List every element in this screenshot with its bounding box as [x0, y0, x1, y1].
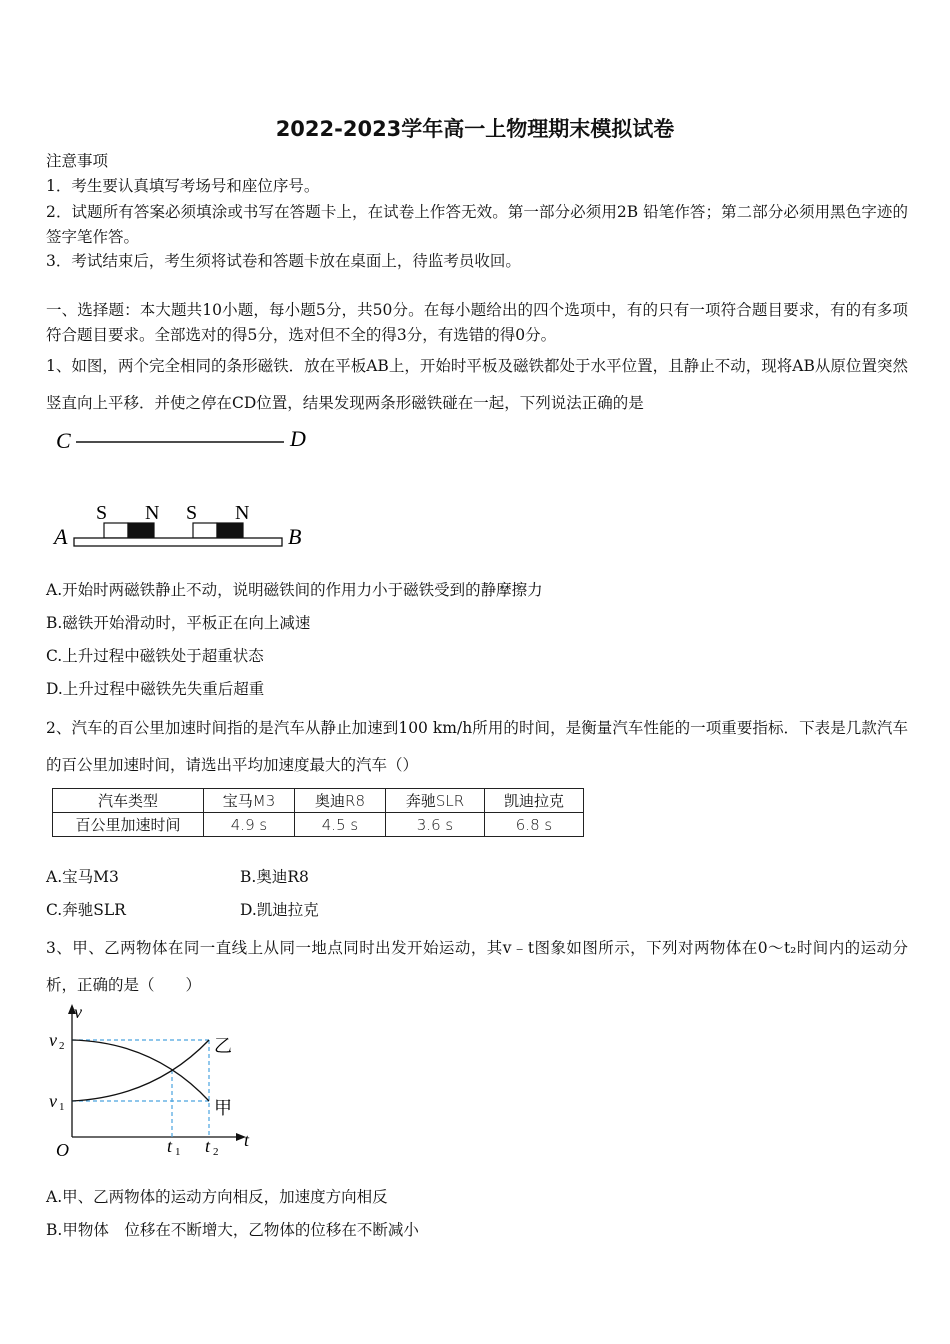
- label-d: D: [290, 426, 306, 451]
- t1-label: t: [167, 1136, 173, 1156]
- table-cell: 4.9 s: [204, 813, 295, 837]
- notice-item-1: 1．考生要认真填写考场号和座位序号。: [46, 177, 320, 195]
- magnet-1-n: [128, 523, 154, 538]
- table-header-row: [53, 789, 584, 813]
- table-cell: 宝马M3: [204, 789, 295, 813]
- magnet-2-s: [193, 523, 217, 538]
- v2-subscript: 2: [59, 1040, 65, 1052]
- plate-ab: [74, 538, 282, 546]
- label-c: C: [56, 428, 71, 453]
- q1-option-d: D.上升过程中磁铁先失重后超重: [46, 680, 265, 698]
- t1-subscript: 1: [175, 1146, 181, 1158]
- q3-option-b: B.甲物体 位移在不断增大，乙物体的位移在不断减小: [46, 1221, 419, 1239]
- label-n1: N: [145, 502, 160, 524]
- q1-option-a: A.开始时两磁铁静止不动，说明磁铁间的作用力小于磁铁受到的静摩擦力: [46, 581, 543, 599]
- curve-jia: [72, 1040, 209, 1101]
- table-row: [53, 813, 584, 837]
- q1-stem: 1、如图，两个完全相同的条形磁铁．放在平板AB上，开始时平板及磁铁都处于水平位置，且静止不动，现将AB从原位置突然竖直向上平移．并使之停在CD位置，结果发现两条形磁铁碰在一起，下列说法正确的是: [46, 357, 908, 412]
- axis-label-v: v: [74, 1002, 82, 1022]
- curve-label-yi: 乙: [214, 1036, 232, 1056]
- v1-label: v: [49, 1091, 57, 1111]
- curve-yi: [72, 1040, 209, 1101]
- table-cell: 3.6 s: [386, 813, 485, 837]
- q2-option-c: C.奔驰SLR: [46, 901, 126, 919]
- q2-option-d: D.凯迪拉克: [240, 901, 319, 919]
- v1-subscript: 1: [59, 1101, 65, 1113]
- label-n2: N: [235, 502, 250, 524]
- v2-label: v: [49, 1030, 57, 1050]
- q3-option-a: A.甲、乙两物体的运动方向相反，加速度方向相反: [46, 1188, 388, 1206]
- table-cell: 4.5 s: [295, 813, 386, 837]
- table-cell: 6.8 s: [485, 813, 584, 837]
- magnet-1-s: [104, 523, 128, 538]
- q2-stem: 2、汽车的百公里加速时间指的是汽车从静止加速到100 km/h所用的时间，是衡量汽车性能的一项重要指标．下表是几款汽车的百公里加速时间，请选出平均加速度最大的汽车（）: [46, 719, 908, 774]
- q1-figure: [50, 420, 330, 560]
- car-acceleration-table: [52, 788, 584, 837]
- t2-label: t: [205, 1136, 211, 1156]
- q3-vt-graph: [44, 1002, 264, 1162]
- origin-label: O: [56, 1140, 69, 1160]
- page-title: 2022-2023学年高一上物理期末模拟试卷: [275, 117, 675, 141]
- axis-label-t: t: [244, 1130, 250, 1150]
- q1-option-c: C.上升过程中磁铁处于超重状态: [46, 647, 264, 665]
- section-intro: 一、选择题：本大题共10小题，每小题5分，共50分。在每小题给出的四个选项中，有的只有一项符合题目要求，有的有多项符合题目要求。全部选对的得5分，选对但不全的得3分，有选错的得0分。: [46, 301, 908, 344]
- table-cell: 奥迪R8: [295, 789, 386, 813]
- table-cell: 奔驰SLR: [386, 789, 485, 813]
- label-s2: S: [186, 502, 198, 524]
- table-cell: 凯迪拉克: [485, 789, 584, 813]
- notice-item-2: 2．试题所有答案必须填涂或书写在答题卡上，在试卷上作答无效。第一部分必须用2B 铅笔作答；第二部分必须用黑色字迹的签字笔作答。: [46, 203, 908, 246]
- q2-option-b: B.奥迪R8: [240, 868, 309, 886]
- table-cell: 百公里加速时间: [53, 813, 204, 837]
- table-cell: 汽车类型: [53, 789, 204, 813]
- label-b: B: [288, 524, 302, 549]
- notice-item-3: 3．考试结束后，考生须将试卷和答题卡放在桌面上，待监考员收回。: [46, 252, 521, 270]
- magnet-2-n: [217, 523, 243, 538]
- q2-option-a: A.宝马M3: [46, 868, 119, 886]
- notice-heading: 注意事项: [46, 152, 109, 170]
- t2-subscript: 2: [213, 1146, 219, 1158]
- label-a: A: [54, 524, 68, 549]
- q3-stem: 3、甲、乙两物体在同一直线上从同一地点同时出发开始运动，其v﹣t图象如图所示，下列对两物体在0～t₂时间内的运动分析，正确的是（ ）: [46, 939, 908, 994]
- q1-option-b: B.磁铁开始滑动时，平板正在向上减速: [46, 614, 311, 632]
- label-s1: S: [96, 502, 108, 524]
- curve-label-jia: 甲: [214, 1098, 232, 1118]
